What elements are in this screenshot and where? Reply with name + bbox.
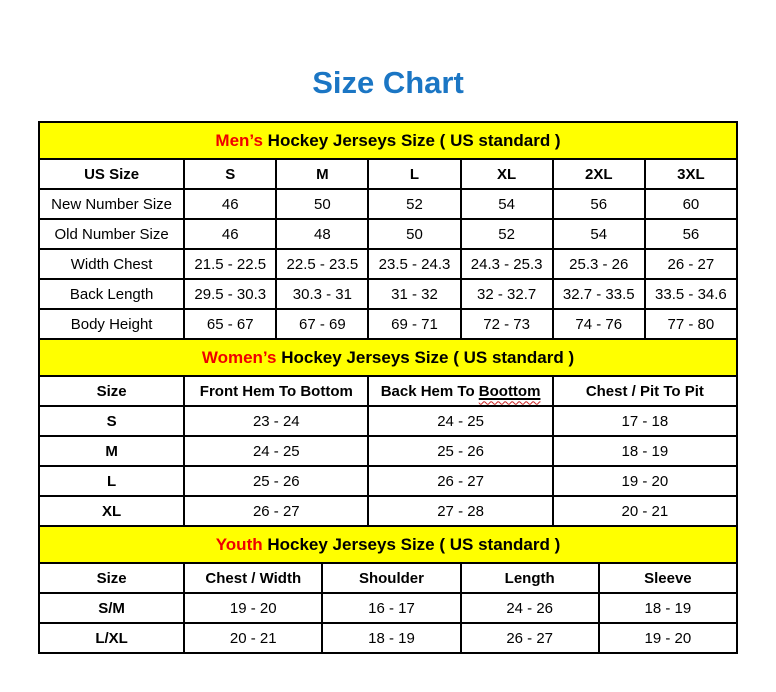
page-title: Size Chart [312,65,464,100]
youth-column-header: Size [39,563,184,593]
womens-table-cell: 26 - 27 [368,466,552,496]
youth-table-cell: 18 - 19 [599,593,737,623]
mens-table-row [39,249,737,279]
womens-table-row [39,436,737,466]
womens-column-header: Size [39,376,184,406]
mens-table-cell: 56 [553,189,645,219]
youth-table-cell: 24 - 26 [461,593,599,623]
womens-banner-highlight: Women’s [201,347,277,367]
womens-table-cell: 24 - 25 [368,406,552,436]
womens-row-label: XL [39,496,184,526]
womens-table-row [39,406,737,436]
mens-table-cell: 60 [645,189,737,219]
youth-table-row [39,623,737,653]
mens-column-header: US Size [39,159,184,189]
mens-table-cell: 22.5 - 23.5 [276,249,368,279]
mens-table-cell: 52 [368,189,460,219]
mens-table-cell: 32 - 32.7 [461,279,553,309]
womens-table-cell: 25 - 26 [368,436,552,466]
youth-banner-text: Hockey Jerseys Size ( US standard ) [262,534,561,554]
youth-row-label: S/M [39,593,184,623]
mens-table-cell: 52 [461,219,553,249]
mens-table-cell: 32.7 - 33.5 [553,279,645,309]
mens-table-cell: 72 - 73 [461,309,553,339]
size-chart-tables [38,121,738,654]
mens-banner-text: Hockey Jerseys Size ( US standard ) [262,130,561,150]
mens-size-table [38,121,738,340]
mens-row-label: New Number Size [39,189,184,219]
womens-row-label: M [39,436,184,466]
mens-banner [39,122,737,159]
mens-table-cell: 21.5 - 22.5 [184,249,276,279]
womens-column-header: Back Hem To Boottom [368,376,552,406]
youth-column-header: Chest / Width [184,563,322,593]
youth-table-cell: 18 - 19 [322,623,460,653]
youth-table-row [39,593,737,623]
womens-column-header: Chest / Pit To Pit [553,376,737,406]
mens-table-cell: 46 [184,189,276,219]
mens-table-cell: 30.3 - 31 [276,279,368,309]
womens-banner [39,339,737,376]
womens-table-row [39,466,737,496]
womens-table-cell: 17 - 18 [553,406,737,436]
mens-table-cell: 24.3 - 25.3 [461,249,553,279]
mens-column-header: L [368,159,460,189]
mens-table-cell: 69 - 71 [368,309,460,339]
mens-table-row [39,219,737,249]
womens-table-cell: 26 - 27 [184,496,368,526]
mens-table-cell: 74 - 76 [553,309,645,339]
mens-column-header: 3XL [645,159,737,189]
youth-column-header: Shoulder [322,563,460,593]
mens-table-row [39,189,737,219]
mens-table-cell: 48 [276,219,368,249]
womens-table-cell: 18 - 19 [553,436,737,466]
mens-row-label: Old Number Size [39,219,184,249]
youth-banner-highlight: Youth [215,534,263,554]
mens-table-cell: 56 [645,219,737,249]
womens-table-cell: 24 - 25 [184,436,368,466]
womens-table-row [39,496,737,526]
youth-size-table [38,525,738,654]
mens-table-cell: 77 - 80 [645,309,737,339]
youth-banner [39,526,737,563]
mens-table-cell: 25.3 - 26 [553,249,645,279]
mens-row-label: Width Chest [39,249,184,279]
mens-table-row [39,279,737,309]
mens-table-cell: 67 - 69 [276,309,368,339]
mens-row-label: Body Height [39,309,184,339]
youth-table-cell: 26 - 27 [461,623,599,653]
youth-column-header: Length [461,563,599,593]
youth-table-cell: 19 - 20 [599,623,737,653]
mens-table-cell: 26 - 27 [645,249,737,279]
youth-column-header: Sleeve [599,563,737,593]
womens-row-label: S [39,406,184,436]
mens-table-cell: 33.5 - 34.6 [645,279,737,309]
mens-table-cell: 65 - 67 [184,309,276,339]
youth-table-cell: 16 - 17 [322,593,460,623]
youth-row-label: L/XL [39,623,184,653]
womens-table-cell: 19 - 20 [553,466,737,496]
mens-table-cell: 50 [368,219,460,249]
mens-table-cell: 54 [553,219,645,249]
womens-table-cell: 27 - 28 [368,496,552,526]
youth-table-cell: 19 - 20 [184,593,322,623]
womens-table-cell: 23 - 24 [184,406,368,436]
mens-table-cell: 46 [184,219,276,249]
mens-table-cell: 54 [461,189,553,219]
mens-column-header: S [184,159,276,189]
youth-table-cell: 20 - 21 [184,623,322,653]
mens-table-cell: 29.5 - 30.3 [184,279,276,309]
mens-column-header: M [276,159,368,189]
mens-row-label: Back Length [39,279,184,309]
mens-table-cell: 23.5 - 24.3 [368,249,460,279]
mens-banner-highlight: Men’s [215,130,263,150]
womens-size-table [38,338,738,527]
womens-row-label: L [39,466,184,496]
misspelled-word: Boottom [478,382,541,400]
womens-column-header: Front Hem To Bottom [184,376,368,406]
womens-table-cell: 25 - 26 [184,466,368,496]
mens-table-row [39,309,737,339]
womens-banner-text: Hockey Jerseys Size ( US standard ) [276,347,575,367]
mens-column-header: 2XL [553,159,645,189]
mens-table-cell: 50 [276,189,368,219]
mens-table-cell: 31 - 32 [368,279,460,309]
mens-column-header: XL [461,159,553,189]
womens-table-cell: 20 - 21 [553,496,737,526]
